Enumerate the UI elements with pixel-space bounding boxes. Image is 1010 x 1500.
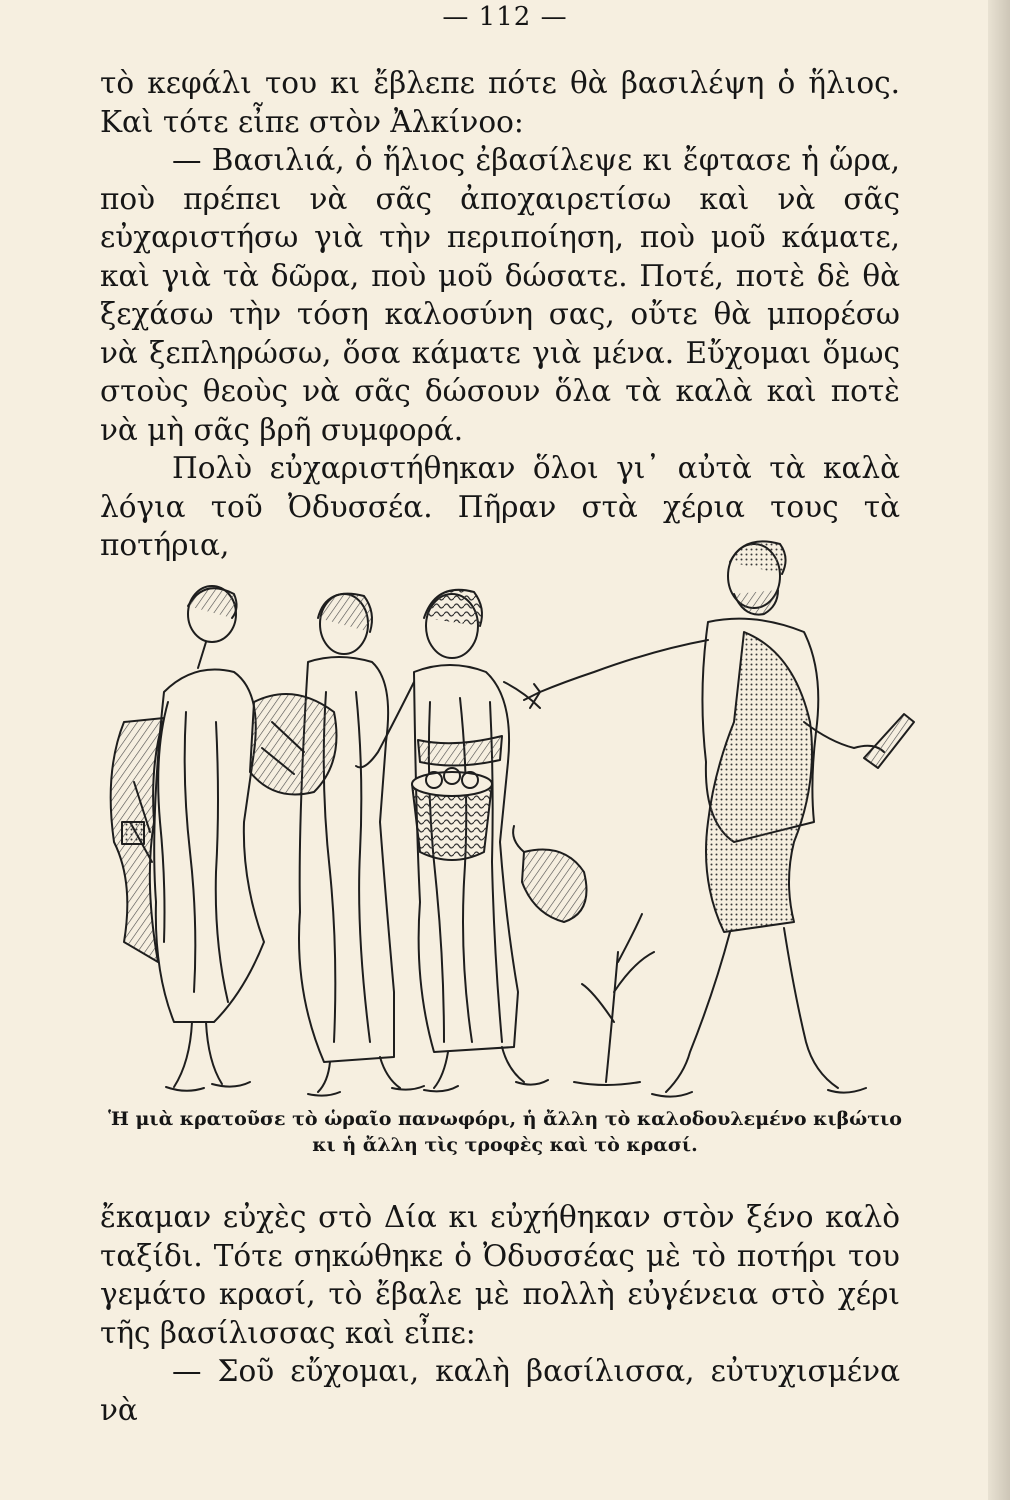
illustration — [94, 522, 924, 1107]
paragraph: ἔκαμαν εὐχὲς στὸ Δία κι εὐχήθηκαν στὸν ξένο καλὸ ταξίδι. Τότε σηκώθηκε ὁ Ὀδυσσέας μὲ τὸ ποτήρι του γεμάτο κρασί, τὸ ἔβαλε μὲ πολλὴ εὐγένεια στὸ χέρι τῆς βασίλισσας καὶ εἶπε: — [100, 1200, 900, 1350]
page-number: — 112 — — [442, 2, 568, 32]
paragraph: — Βασιλιά, ὁ ἥλιος ἐβασίλεψε κι ἔφτασε ἡ ὥρα, ποὺ πρέπει νὰ σᾶς ἀποχαιρετίσω καὶ νὰ σᾶς εὐχαριστήσω γιὰ τὴν περιποίηση, ποὺ μοῦ κάματε, καὶ γιὰ τὰ δῶρα, ποὺ μοῦ δώσατε. Ποτέ, ποτὲ δὲ θὰ ξεχάσω τὴν τόση καλοσύνη σας, οὔτε θὰ μπορέσω νὰ ξεπληρώσω, ὅσα κάματε γιὰ μένα. Εὔχομαι ὅμως στοὺς θεοὺς νὰ σᾶς δώσουν ὅλα τὰ καλὰ καὶ ποτὲ νὰ μὴ σᾶς βρῆ συμφορά. — [100, 143, 900, 447]
top-text — [100, 64, 900, 565]
paragraph: — Σοῦ εὔχομαι, καλὴ βασίλισσα, εὐτυχισμένα νὰ — [100, 1354, 900, 1427]
maiden-with-chest — [250, 594, 424, 1096]
illustration-caption: Ἡ μιὰ κρατοῦσε τὸ ὡραῖο πανωφόρι, ἡ ἄλλη τὸ καλοδουλεμένο κιβώτιο κι ἡ ἄλλη τὶς τροφὲς καὶ τὸ κρασί. — [108, 1108, 902, 1156]
paragraph: τὸ κεφάλι του κι ἔβλεπε πότε θὰ βασιλέψη ὁ ἥλιος. Καὶ τότε εἶπε στὸν Ἀλκίνοο: — [100, 66, 900, 139]
paragraph: Πολὺ εὐχαριστήθηκαν ὅλοι γι᾽ αὐτὰ τὰ καλὰ λόγια τοῦ Ὀδυσσέα. Πῆραν στὰ χέρια τους τὰ ποτήρια, — [100, 451, 900, 562]
odysseus-figure — [524, 541, 914, 1096]
bottom-text — [100, 1198, 900, 1429]
tree-branch — [574, 914, 654, 1085]
maiden-with-garment — [111, 586, 264, 1091]
page-edge-shadow — [988, 0, 1010, 1500]
